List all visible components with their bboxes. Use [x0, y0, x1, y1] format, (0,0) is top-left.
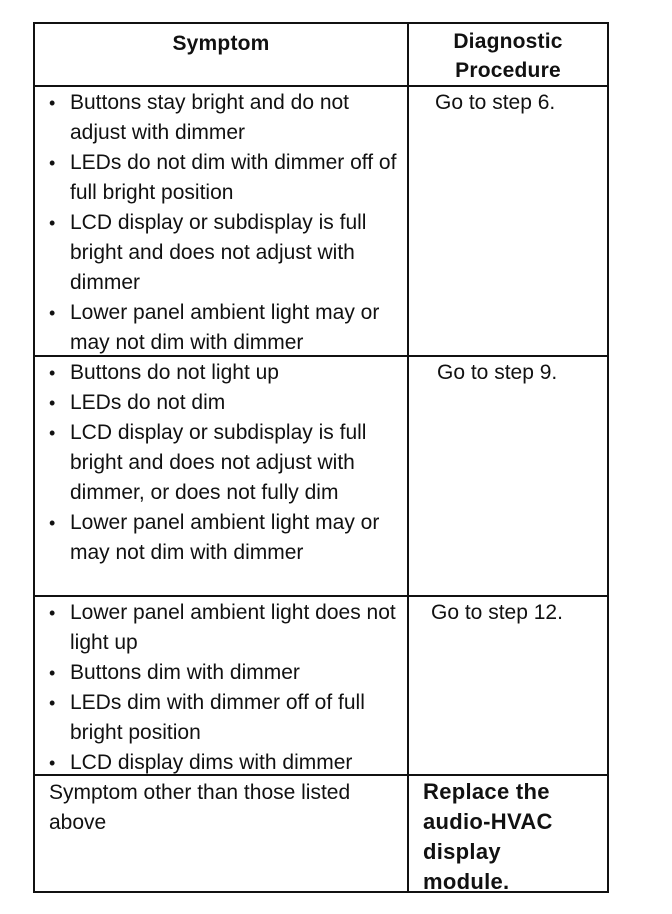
header-symptom-text: Symptom: [172, 32, 270, 55]
list-item: • Lower panel ambient light may or may not dim with dimmer: [49, 511, 380, 564]
header-procedure: [409, 27, 607, 85]
row-2-symptoms: [47, 358, 399, 568]
row-4-symptom: Symptom other than those listed above: [49, 781, 351, 834]
row-1-procedure: Go to step 6.: [435, 91, 556, 114]
list-item: • Buttons stay bright and do not adjust with dimmer: [49, 91, 350, 144]
list-item: • Lower panel ambient light does not light up: [49, 601, 396, 654]
row-3-symptoms: [47, 598, 399, 778]
row-2-procedure: Go to step 9.: [437, 361, 558, 384]
list-item: • LEDs do not dim: [49, 391, 226, 414]
list-item: • LCD display dims with dimmer: [49, 751, 353, 774]
header-divider: [35, 85, 607, 87]
list-item: • LEDs do not dim with dimmer off of full bright position: [49, 151, 397, 204]
row-3-procedure: Go to step 12.: [431, 601, 563, 624]
column-divider: [407, 24, 409, 891]
list-item: • LCD display or subdisplay is full bright and does not adjust with dimmer: [49, 211, 367, 294]
header-procedure-line1: Diagnostic: [453, 30, 563, 53]
list-item: • LCD display or subdisplay is full bright and does not adjust with dimmer, or does not fully dim: [49, 421, 367, 504]
row-4-procedure: Replace the audio-HVAC display module.: [423, 779, 553, 894]
row-divider: [35, 595, 607, 597]
header-symptom: [35, 29, 407, 58]
row-1-symptoms: [47, 88, 399, 358]
diagnostic-table: [33, 22, 609, 893]
header-procedure-line2: Procedure: [455, 59, 561, 82]
list-item: • LEDs dim with dimmer off of full bright position: [49, 691, 365, 744]
list-item: • Lower panel ambient light may or may not dim with dimmer: [49, 301, 380, 354]
list-item: • Buttons dim with dimmer: [49, 661, 300, 684]
list-item: • Buttons do not light up: [49, 361, 279, 384]
